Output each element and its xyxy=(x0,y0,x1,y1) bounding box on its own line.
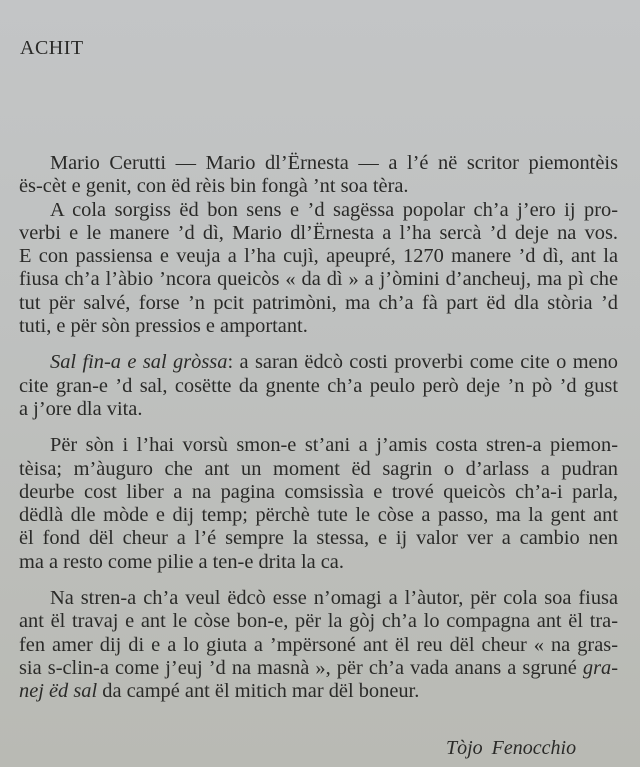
author-signature: Tòjo Fenocchio xyxy=(446,737,577,759)
text-line: cite gran-e ’d sal, cosëtte da gnente ch’a peulo però deje ’n pò ’d gust xyxy=(19,374,618,397)
text-line: Për sòn i l’hai vorsù smon-e st’ani a j’amis costa stren-a piemon- xyxy=(50,434,618,457)
text-line: dëdlà dle mòde e dij temp; përchè tute le còse a passo, ma la gent ant xyxy=(19,504,618,527)
text-line: ma a resto come pilie a ten-e drita la ca. xyxy=(19,550,344,573)
text-line xyxy=(19,680,618,703)
italic-fragment: gra- xyxy=(582,656,618,679)
text-line: ës-cèt e genit, con ëd rèis bin fongà ’nt soa tèra. xyxy=(19,175,409,198)
text-line: verbi e le manere ’d dì, Mario dl’Ërnesta a l’ha sercà ’d deje na vos. xyxy=(19,221,618,244)
text-fragment: : a saran ëdcò costi proverbi come cite o meno xyxy=(227,351,618,374)
text-line: ël fond dël cheur a l’é sempre la stessa, e ij valor ver a cambio nen xyxy=(19,527,618,550)
text-line: tut për salvé, forse ’n pcit patrimòni, ma ch’a fà part ëd dla stòria ’d xyxy=(19,291,618,314)
text-line: deurbe cost liber a na pagina comsissìa e trové queicòs ch’a-i parla, xyxy=(19,480,618,503)
text-line: tuti, e për sòn pressios e amportant. xyxy=(19,315,308,338)
italic-title: Sal fin-a e sal gròssa xyxy=(50,351,228,374)
text-line: a j’ore dla vita. xyxy=(19,397,143,420)
italic-fragment: nej ëd sal xyxy=(19,680,98,703)
text-line: tèisa; m’àuguro che ant un moment ëd sagrin o d’arlass a pudran xyxy=(19,457,618,480)
text-line: fen amer dij di e a lo giuta a ’mpërsoné ant ël reu dël cheur « na gras- xyxy=(19,633,618,656)
paragraph-4 xyxy=(19,434,618,574)
text-line: ant ël travaj e ant le còse bon-e, për la gòj ch’a lo compagna ant ël tra- xyxy=(19,610,618,633)
paragraph-2 xyxy=(19,199,618,339)
paragraph-3 xyxy=(19,351,618,421)
text-line: Mario Cerutti — Mario dl’Ërnesta — a l’é në scritor piemontèis xyxy=(50,152,618,174)
page-heading: ACHIT xyxy=(20,37,84,59)
text-fragment: da campé ant ël mitich mar dël boneur. xyxy=(97,680,420,703)
text-line: fiusa ch’a l’àbio ’ncora queicòs « da dì » a j’òmini d’ancheuj, ma pì che xyxy=(19,268,618,291)
text-line xyxy=(19,657,618,680)
text-line xyxy=(19,351,618,374)
document-body xyxy=(19,152,618,704)
text-line: Na stren-a ch’a veul ëdcò esse n’omagi a l’àutor, për cola soa fiusa xyxy=(50,587,618,610)
text-fragment: sia s-clin-a come j’euj ’d na masnà », për ch’a vada anans a sgruné xyxy=(19,656,583,679)
text-line: E con passiensa e veuja a l’ha cujì, apeupré, 1270 manere ’d dì, ant la xyxy=(19,245,618,268)
paragraph-5 xyxy=(19,587,618,703)
paragraph-1 xyxy=(19,152,618,199)
text-line: A cola sorgiss ëd bon sens e ’d sagëssa popolar ch’a j’ero ij pro- xyxy=(50,198,618,221)
